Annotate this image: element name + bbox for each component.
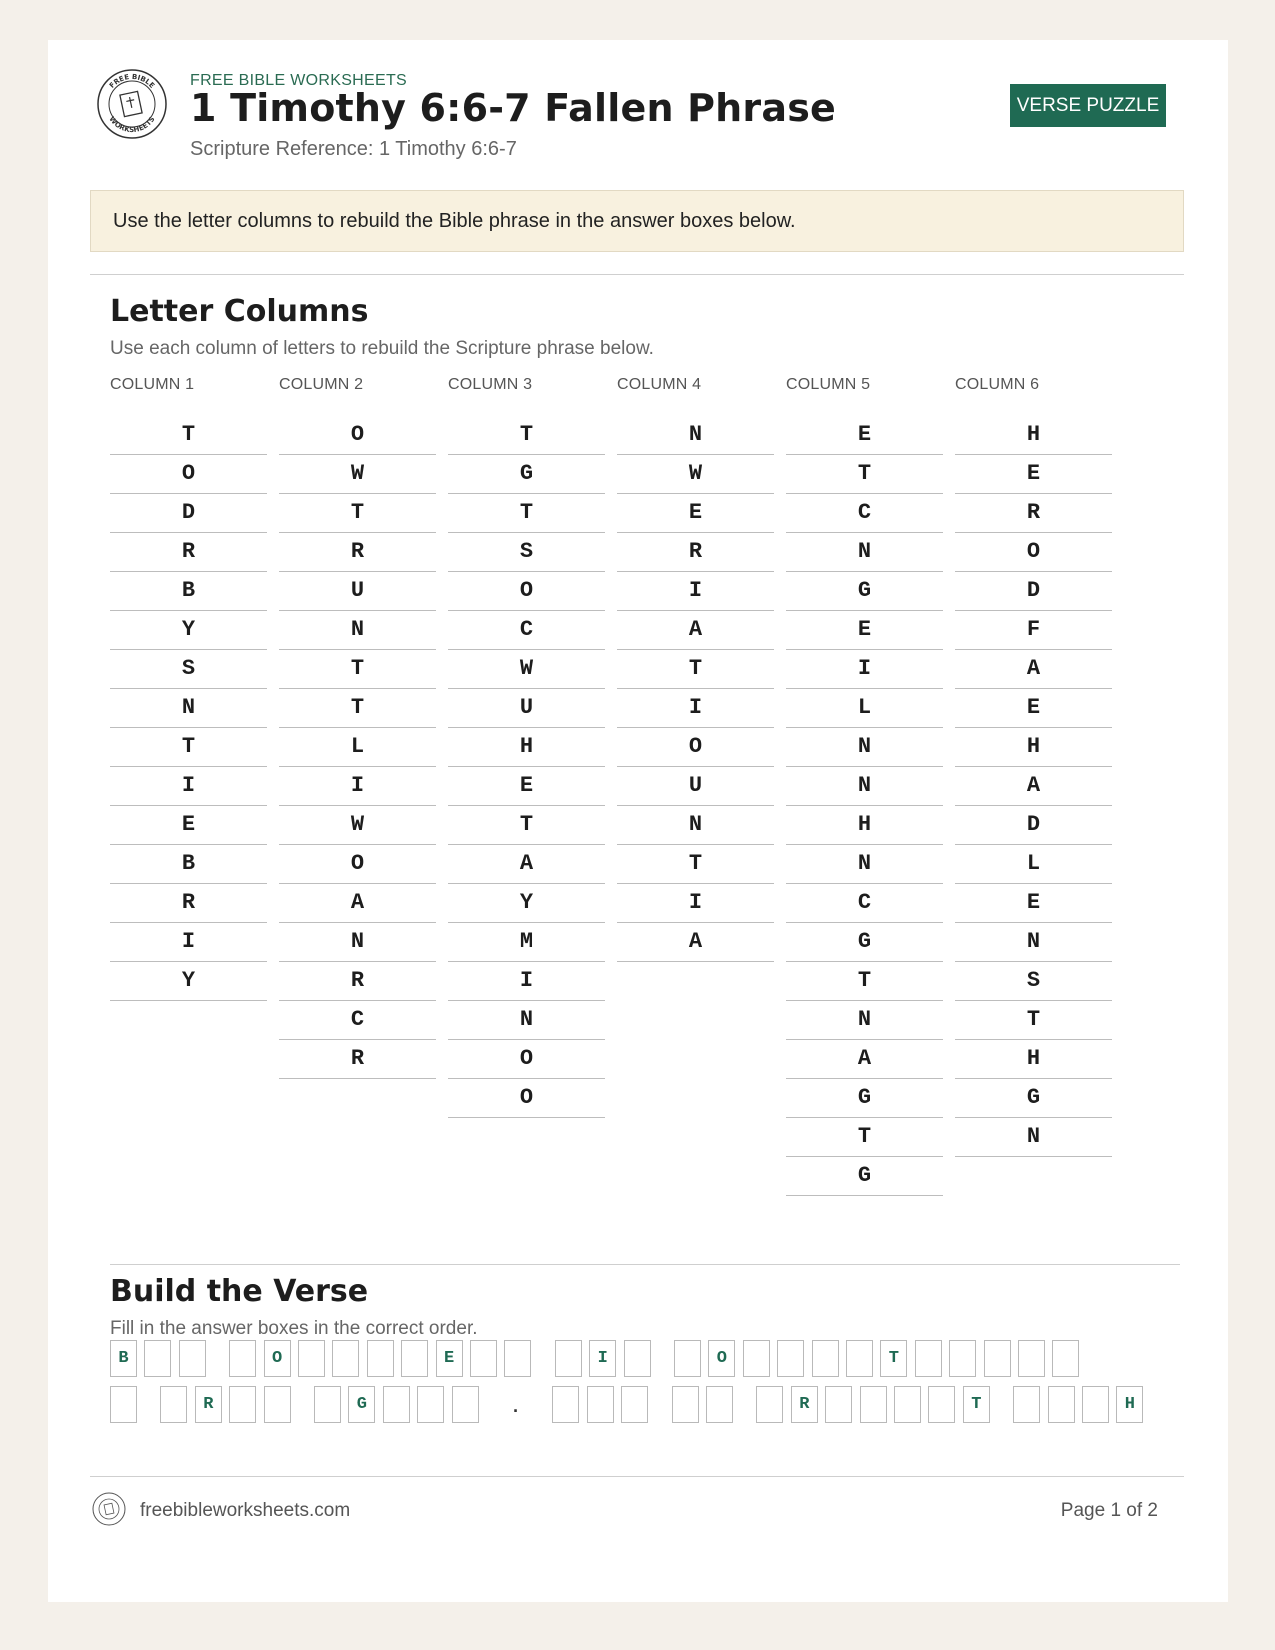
letter-cell: C (786, 494, 943, 533)
letter-cell: N (617, 416, 774, 455)
letter-cell: U (617, 767, 774, 806)
column-label: COLUMN 5 (786, 376, 871, 393)
letter-cell: B (110, 845, 267, 884)
answer-box[interactable] (756, 1386, 783, 1423)
letter-columns-description: Use each column of letters to rebuild the Scripture phrase below. (110, 338, 654, 359)
letter-cell: R (279, 533, 436, 572)
letter-cell: Y (110, 611, 267, 650)
letter-cell: R (110, 884, 267, 923)
letter-column-3 (448, 376, 605, 1118)
letter-cell: I (786, 650, 943, 689)
letter-columns-grid (110, 376, 1190, 1246)
answer-box[interactable] (812, 1340, 839, 1377)
answer-box[interactable] (332, 1340, 359, 1377)
letter-cell: N (786, 533, 943, 572)
answer-box-hint[interactable]: T (963, 1386, 990, 1423)
letter-cell: T (617, 650, 774, 689)
answer-box[interactable] (928, 1386, 955, 1423)
letter-cell: G (786, 572, 943, 611)
footer-divider (90, 1476, 1184, 1477)
letter-cell: D (955, 806, 1112, 845)
letter-columns-title: Letter Columns (110, 294, 369, 329)
letter-cell: M (448, 923, 605, 962)
letter-cell: T (617, 845, 774, 884)
answer-box[interactable] (672, 1386, 699, 1423)
punctuation-mark: . (510, 1398, 521, 1418)
answer-box[interactable] (110, 1386, 137, 1423)
letter-cell: N (617, 806, 774, 845)
letter-cell: N (279, 923, 436, 962)
answer-box[interactable] (229, 1386, 256, 1423)
answer-box[interactable] (470, 1340, 497, 1377)
page-number: Page 1 of 2 (1060, 1500, 1158, 1521)
letter-cell: I (110, 767, 267, 806)
letter-cell: A (617, 923, 774, 962)
answer-box[interactable] (894, 1386, 921, 1423)
divider (90, 274, 1184, 275)
answer-box-hint[interactable]: R (195, 1386, 222, 1423)
letter-cell: A (955, 650, 1112, 689)
letter-cell: O (448, 1040, 605, 1079)
letter-cell: T (110, 728, 267, 767)
letter-cell: E (955, 884, 1112, 923)
brand-name: FREE BIBLE WORKSHEETS (190, 72, 408, 89)
answer-boxes (110, 1340, 1190, 1440)
column-label: COLUMN 6 (955, 376, 1040, 393)
letter-cell: S (955, 962, 1112, 1001)
letter-cell: E (110, 806, 267, 845)
answer-box-hint[interactable]: H (1116, 1386, 1143, 1423)
letter-cell: H (448, 728, 605, 767)
letter-cell: N (955, 1118, 1112, 1157)
letter-cell: R (617, 533, 774, 572)
answer-box[interactable] (229, 1340, 256, 1377)
letter-cell: E (955, 455, 1112, 494)
letter-cell: W (617, 455, 774, 494)
letter-cell: T (279, 494, 436, 533)
letter-cell: A (955, 767, 1112, 806)
letter-cell: W (279, 455, 436, 494)
letter-column-6 (955, 376, 1112, 1157)
answer-box[interactable] (587, 1386, 614, 1423)
letter-cell: U (279, 572, 436, 611)
letter-cell: I (279, 767, 436, 806)
worksheet-page (48, 40, 1228, 1602)
answer-box[interactable] (915, 1340, 942, 1377)
letter-cell: R (110, 533, 267, 572)
scripture-reference: Scripture Reference: 1 Timothy 6:6-7 (190, 138, 517, 160)
answer-box[interactable] (314, 1386, 341, 1423)
answer-box[interactable] (383, 1386, 410, 1423)
column-label: COLUMN 2 (279, 376, 364, 393)
letter-column-4 (617, 376, 774, 962)
letter-cell: T (110, 416, 267, 455)
letter-cell: S (448, 533, 605, 572)
answer-box[interactable] (1018, 1340, 1045, 1377)
answer-box-hint[interactable]: T (880, 1340, 907, 1377)
letter-cell: U (448, 689, 605, 728)
answer-box[interactable] (860, 1386, 887, 1423)
letter-cell: A (617, 611, 774, 650)
answer-box[interactable] (706, 1386, 733, 1423)
letter-cell: F (955, 611, 1112, 650)
letter-cell: G (448, 455, 605, 494)
letter-cell: R (955, 494, 1112, 533)
letter-cell: B (110, 572, 267, 611)
answer-box[interactable] (624, 1340, 651, 1377)
answer-box[interactable] (417, 1386, 444, 1423)
letter-cell: N (955, 923, 1112, 962)
letter-column-5 (786, 376, 943, 1196)
footer-logo-seal (92, 1492, 126, 1526)
letter-cell: A (279, 884, 436, 923)
logo-seal (96, 68, 168, 140)
column-label: COLUMN 1 (110, 376, 195, 393)
answer-box[interactable] (452, 1386, 479, 1423)
letter-cell: C (448, 611, 605, 650)
answer-box[interactable] (298, 1340, 325, 1377)
letter-cell: W (279, 806, 436, 845)
letter-cell: O (110, 455, 267, 494)
answer-box[interactable] (555, 1340, 582, 1377)
letter-cell: A (786, 1040, 943, 1079)
letter-cell: T (448, 416, 605, 455)
answer-box-hint[interactable]: O (708, 1340, 735, 1377)
letter-cell: N (786, 1001, 943, 1040)
letter-cell: T (955, 1001, 1112, 1040)
letter-cell: C (786, 884, 943, 923)
answer-box[interactable] (674, 1340, 701, 1377)
answer-box[interactable] (160, 1386, 187, 1423)
answer-box[interactable] (743, 1340, 770, 1377)
letter-cell: I (617, 572, 774, 611)
letter-cell: E (955, 689, 1112, 728)
answer-box[interactable] (179, 1340, 206, 1377)
letter-cell: O (279, 416, 436, 455)
letter-cell: O (448, 572, 605, 611)
answer-box[interactable] (777, 1340, 804, 1377)
footer-website: freebibleworksheets.com (140, 1500, 351, 1521)
letter-cell: G (786, 923, 943, 962)
letter-cell: E (786, 416, 943, 455)
svg-text:WORKSHEETS: WORKSHEETS (107, 115, 157, 135)
instructions-banner: Use the letter columns to rebuild the Bible phrase in the answer boxes below. (90, 190, 1184, 252)
letter-cell: W (448, 650, 605, 689)
answer-box[interactable] (846, 1340, 873, 1377)
letter-cell: G (955, 1079, 1112, 1118)
answer-box-hint[interactable]: B (110, 1340, 137, 1377)
letter-cell: D (955, 572, 1112, 611)
letter-cell: N (786, 845, 943, 884)
letter-cell: E (448, 767, 605, 806)
answer-box[interactable] (1082, 1386, 1109, 1423)
letter-column-2 (279, 376, 436, 1079)
letter-cell: I (110, 923, 267, 962)
answer-box[interactable] (1013, 1386, 1040, 1423)
letter-cell: H (955, 728, 1112, 767)
letter-cell: H (786, 806, 943, 845)
letter-cell: E (617, 494, 774, 533)
answer-box[interactable] (984, 1340, 1011, 1377)
letter-cell: E (786, 611, 943, 650)
letter-cell: H (955, 416, 1112, 455)
letter-cell: T (786, 1118, 943, 1157)
letter-cell: Y (110, 962, 267, 1001)
letter-cell: S (110, 650, 267, 689)
letter-cell: N (279, 611, 436, 650)
letter-cell: T (448, 494, 605, 533)
letter-cell: L (786, 689, 943, 728)
letter-cell: A (448, 845, 605, 884)
letter-cell: R (279, 1040, 436, 1079)
letter-cell: L (955, 845, 1112, 884)
answer-box[interactable] (367, 1340, 394, 1377)
answer-box[interactable] (504, 1340, 531, 1377)
answer-box-hint[interactable]: O (264, 1340, 291, 1377)
letter-cell: T (786, 455, 943, 494)
answer-box-hint[interactable]: R (791, 1386, 818, 1423)
letter-cell: I (448, 962, 605, 1001)
letter-cell: O (955, 533, 1112, 572)
letter-cell: O (279, 845, 436, 884)
answer-box[interactable] (825, 1386, 852, 1423)
build-verse-description: Fill in the answer boxes in the correct order. (110, 1318, 478, 1339)
letter-cell: D (110, 494, 267, 533)
letter-cell: T (279, 650, 436, 689)
letter-cell: O (617, 728, 774, 767)
letter-cell: T (448, 806, 605, 845)
letter-cell: R (279, 962, 436, 1001)
letter-cell: Y (448, 884, 605, 923)
answer-box[interactable] (144, 1340, 171, 1377)
letter-cell: G (786, 1079, 943, 1118)
answer-box[interactable] (1048, 1386, 1075, 1423)
divider (110, 1264, 1180, 1265)
letter-cell: C (279, 1001, 436, 1040)
answer-box-hint[interactable]: I (589, 1340, 616, 1377)
letter-cell: L (279, 728, 436, 767)
letter-cell: T (279, 689, 436, 728)
letter-cell: G (786, 1157, 943, 1196)
column-label: COLUMN 3 (448, 376, 533, 393)
letter-cell: N (786, 728, 943, 767)
answer-box[interactable] (1052, 1340, 1079, 1377)
answer-box-hint[interactable]: G (348, 1386, 375, 1423)
letter-cell: N (110, 689, 267, 728)
letter-cell: H (955, 1040, 1112, 1079)
answer-box-hint[interactable]: E (436, 1340, 463, 1377)
build-verse-title: Build the Verse (110, 1274, 369, 1309)
letter-cell: O (448, 1079, 605, 1118)
verse-puzzle-badge: VERSE PUZZLE (1010, 84, 1166, 127)
letter-cell: N (786, 767, 943, 806)
answer-box[interactable] (552, 1386, 579, 1423)
bible-icon (120, 91, 142, 116)
answer-box[interactable] (949, 1340, 976, 1377)
letter-cell: T (786, 962, 943, 1001)
letter-cell: I (617, 689, 774, 728)
letter-cell: N (448, 1001, 605, 1040)
answer-box[interactable] (401, 1340, 428, 1377)
svg-text:FREE BIBLE: FREE BIBLE (107, 72, 157, 90)
page-title: 1 Timothy 6:6-7 Fallen Phrase (190, 86, 837, 130)
answer-box[interactable] (621, 1386, 648, 1423)
column-label: COLUMN 4 (617, 376, 702, 393)
answer-box[interactable] (264, 1386, 291, 1423)
letter-column-1 (110, 376, 267, 1001)
letter-cell: I (617, 884, 774, 923)
